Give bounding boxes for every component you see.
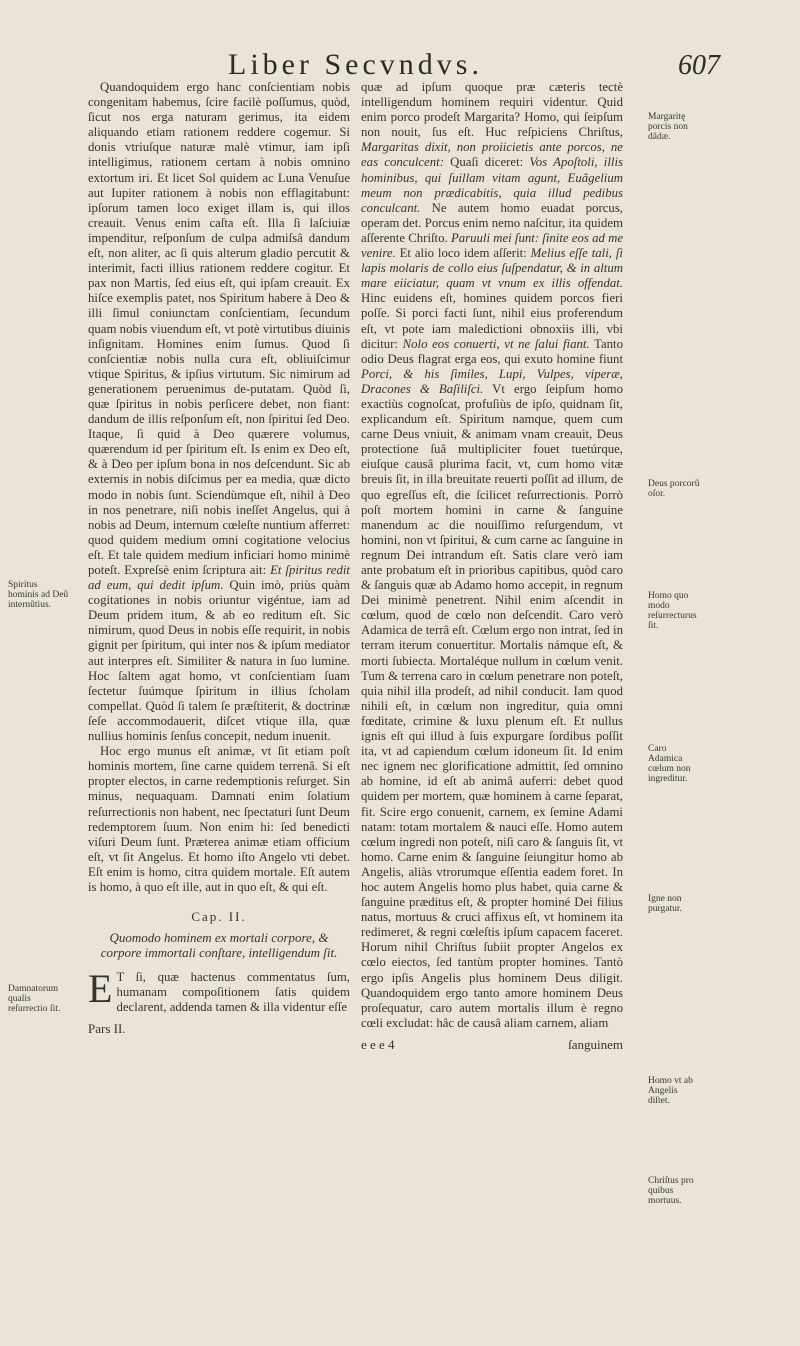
margin-note-right: Homo quo modo reſurrecturus ſit. [648, 591, 697, 631]
margin-note-left: Damnatorum qualis reſurrectio ſit. [8, 984, 61, 1014]
running-title: Liber Secvndvs. [228, 48, 483, 81]
page-footer-right [361, 1037, 623, 1052]
catchword: ſanguinem [568, 1036, 623, 1052]
part-label: Pars II. [88, 1021, 126, 1037]
page-header [200, 48, 720, 82]
signature-mark: e e e 4 [361, 1036, 395, 1052]
page-footer [88, 1021, 350, 1036]
margin-note-right: Chriſtus pro quibus mortuus. [648, 1176, 694, 1206]
margin-note-left: Spiritus hominis ad Deũ internũtius. [8, 580, 69, 610]
chapter-title: Quomodo hominem ex mortali corpore, & corpore immortali conſtare, intelligendum ſit. [100, 930, 338, 961]
chapter-opening: E T ſi, quæ hactenus commentatus ſum, humanam compoſitionem ſatis quidem declarent, addenda tamen & illa videntur eſſe [88, 966, 350, 1015]
drop-cap: E [88, 966, 113, 1012]
paragraph: Quandoquidem ergo hanc conſcientiam nobis congenitam habemus, ſcire facilè poſſumus, quòd, ſicut nos erga naturam gerimus, ita eidem aliquando etiam rationem reddere cogemur. Si donis vtriuſque naturæ malè vtimur, iam ipſi intelligimus, rationem certam à nobis omnino extortum iri. Et licet Sol quidem ac Luna Venuſue aut Iupiter rationem à nobis non efflagitabunt: ipſorum tamen loco exiget illam is, qui illos creauit. Venus enim caſta eſt. Illa ſi laſciuiæ impenditur, reſponſum de culpa admiſsâ dandum eſt, non aliter, ac ſi quis alterum gladio percutit & interimit, facti illius rationem reddere cogitur. Et pax non Martis, ſed eius eſt, qui ipſam creauit. Ex hiſce exemplis patet, nos Spiritum habere à Deo & illi ſimul coniunctam conſcientiam, ſecundum quam nobis viuendum eſt, vt potè virtutibus diuinis inſignitam. Homines enim ſumus. Quod ſi conſcientiæ nobis nulla cura eſt, obliuiſcimur vtique Spiritus, & ipſius virtutum. Sic nimirum ad generationem peruenimus de-putatam. Quòd ſi, quæ ſpiritus in nobis perſicere debet, non fiant: dandum de illis reſponſum eſt, non ſpiritui ſed Deo. Itaque, ſi quid à Deo quærere volumus, quærendum id per ſpiritum eſt. Is enim ex Deo eſt, & à Deo per ipſum bona in nos deſcendunt. Sic ab externis in nobis diſcimus per ea media, quæ dicto modo in nobis ſunt. Sciendùmque eſt, nihil à Deo in nos penetrare, niſi nobis ineſſet Angelus, qui à nobis ad Deum, internum cœleſte nuntium afferret: quod quidem medium omni cogitatione velocius eſt. Et tale quidem medium inficiari homo minimè poteſt. Expreſsè enim ſcriptura ait: Et ſpiritus redit ad eum, qui dedit ipſum. Quin imò, priùs quàm cogitationes in nobis oriuntur vigéntue, iam ad Deum pridem itum, & ab eo reditum eſt. Sic nimirum, quod Deus in nobis eſſe requirit, in nobis gignit per ſpiritum, qui inter nos & ipſum mediator aut interpres eſt. Similiter & natura in ſuo lumine. Hoc ſaltem agat homo, vt conſcientiam ſuam ſectetur ſuúmque ſpiritum in illius ſcholam compellat. Quòd ſi talem ſe præſtiterit, & doctrinæ ſeſe accommodauerit, diſcet vtique illa, quæ nullius hominis ſenſus concepit, nedum inuenit. [88, 80, 351, 744]
margin-note-right: Caro Adamica cœlum non ingreditur. [648, 744, 691, 784]
left-column [88, 80, 350, 1037]
paragraph: Hoc ergo munus eſt animæ, vt ſit etiam poſt hominis mortem, ſine carne quidem terrenâ. Si eſt propter electos, in carne redemptionis reſurget. Sin minus, nequaquam. Damnati enim ſolatium reſurrectionis non habent, nec ſpectaturi ſunt Deum redemptorem ſuum. Non enim hi: ſed benedicti viſuri Deum ſunt. Præterea animæ etiam officium eſt, vt ſit Angelus. Et homo iſto Angelo vti debet. Eſt enim is homo, citra quidem mortale. Eſt autem is homo, à quo eſt ille, aut in quo eſt, & qui eſt. [88, 744, 350, 894]
chapter-heading: Cap. II. [191, 909, 247, 925]
margin-note-right: Margaritę porcis non dãdæ. [648, 112, 688, 142]
paragraph: quæ ad ipſum quoque præ cæteris tectè intelligendum hominem requiri videntur. Quid enim porco prodeſt Margarita? Homo, qui ſeipſum non nouit, ſus eſt. Huc reſpiciens Chriſtus, Margaritas dixit, non proiicietis ante porcos, ne eas conculcent: Quaſi diceret: Vos Apoſtoli, illis hominibus, qui ſuillam vitam agunt, Euãgelium meum non prædicabitis, quia illud pedibus conculcant. Ne autem homo euadat porcus, operam det. Porcus enim nemo naſcitur, ita quidem aſſerente Chriſto. Paruuli mei ſunt: ſinite eos ad me venire. Et alio loco idem aſſerit: Melius eſſe tali, ſi lapis molaris de collo eius ſuſpendatur, & in altum mare eiiciatur, quam vt vnum ex illis offendat. Hinc euidens eſt, homines quidem porcos fieri poſſe. Si porci facti ſunt, nihil eius proferendum eſt, vt pote iam maledictioni obnoxiis illi, vbi dicitur: Nolo eos conuerti, vt ne ſalui fiant. Tanto odio Deus flagrat erga eos, qui exuto homine fiunt Porci, & his ſimiles, Lupi, Vulpes, viperæ, Dracones & Baſiliſci. Vt ergo ſeipſum homo exactiùs cognoſcat, profuſiùs de ipſo, quidnam ſit, explicandum eſt. Spiritum namque, quem cum carne Deus vniuit, & animam vnam creauit, Deus protectione ſuâ multipliciter fouet tuetúrque, eiuſque causâ plurima facit, vt, cum homo vitæ breuis ſit, in illa breuitate reuerti poſſit ad illum, de quo egreſſus eſt, die ſcilicet reſurrectionis. Porrò poſt mortem homini in carne & ſanguine manendum ac die nouiſſimo reſurgendum, vt homini, non vt ſpiritui, & cum carne ac ſanguine in regnum Dei intrandum eſt. Satis clare verò iam ante probatum eſt in prioribus capitibus, quòd caro & ſanguis quæ ab Adamo homo accepit, in regnum Dei minimè penetrent. Nihil enim aſcendit in cœlum, quod de cœlo non deſcendit. Caro verò Adamica de terrâ eſt. Cœlum ergo non intrat, ſed in terram iterum conuertitur. Mortalis námque eſt, & morti ſubiecta. Mortaléque nullum in cœlum venit. Tum & terrena caro in cœlum penetrare non poteſt, quia nihil illa prodeſt, ad nihil conducit. Iam quod nihili eſt, in cœlum non ingreditur, quia omni fœditate, crimine & luxu plenum eſt. Et nullus ignis eſt qui illud à ſuis expurgare ſordibus poſſit ita, vt ad capiendum cœlum idoneum ſit. Id enim nec ignem nec glorificatione admittit, ſed omnino ab homine, id eſt ab animâ auferri: debet quod quidem per mortem, quæ hominem à carne ſeparat, fit. Scire ergo conuenit, carnem, ex ſemine Adami natam: totam mortalem & nauci eſſe. Homo autem cœlum ingredi non poteſt, niſi caro & ſanguis ſit, vt homo. Carne enim & ſanguine ſeiungitur homo ab Angelis, aliàs vtrorumque eſſentia eadem foret. In hoc autem Angelis homo plus habet, quia carne & ſanguine præditus eſt, & propter hominé Dei filius natus, mortuus & cruci affixus eſt, vt hominem ita redimeret, & regni cœleſtis ipſum capacem faceret. Horum nihil Chriſtus ſubiit propter Angelos ex cœlo eiectos, ſed tantùm propter homines. Tantò ergo ipſis Angelis plus hominem Deus diligit. Quandoquidem ergo tanto amore hominem Deus proſequatur, caro autem mortalis illum è regno cœli excludat: hâc de causâ aliam carnem, aliam [361, 80, 624, 1030]
margin-note-right: Deus porcorũ oſor. [648, 479, 700, 499]
margin-note-right: Igne non purgatur. [648, 894, 682, 914]
margin-note-right: Homo vt ab Angelis diſtet. [648, 1076, 693, 1106]
scripture-quote: Et ſpiritus redit ad eum, qui dedit ipſum. [88, 563, 350, 593]
right-column [361, 80, 623, 1052]
page-number: 607 [678, 50, 720, 81]
